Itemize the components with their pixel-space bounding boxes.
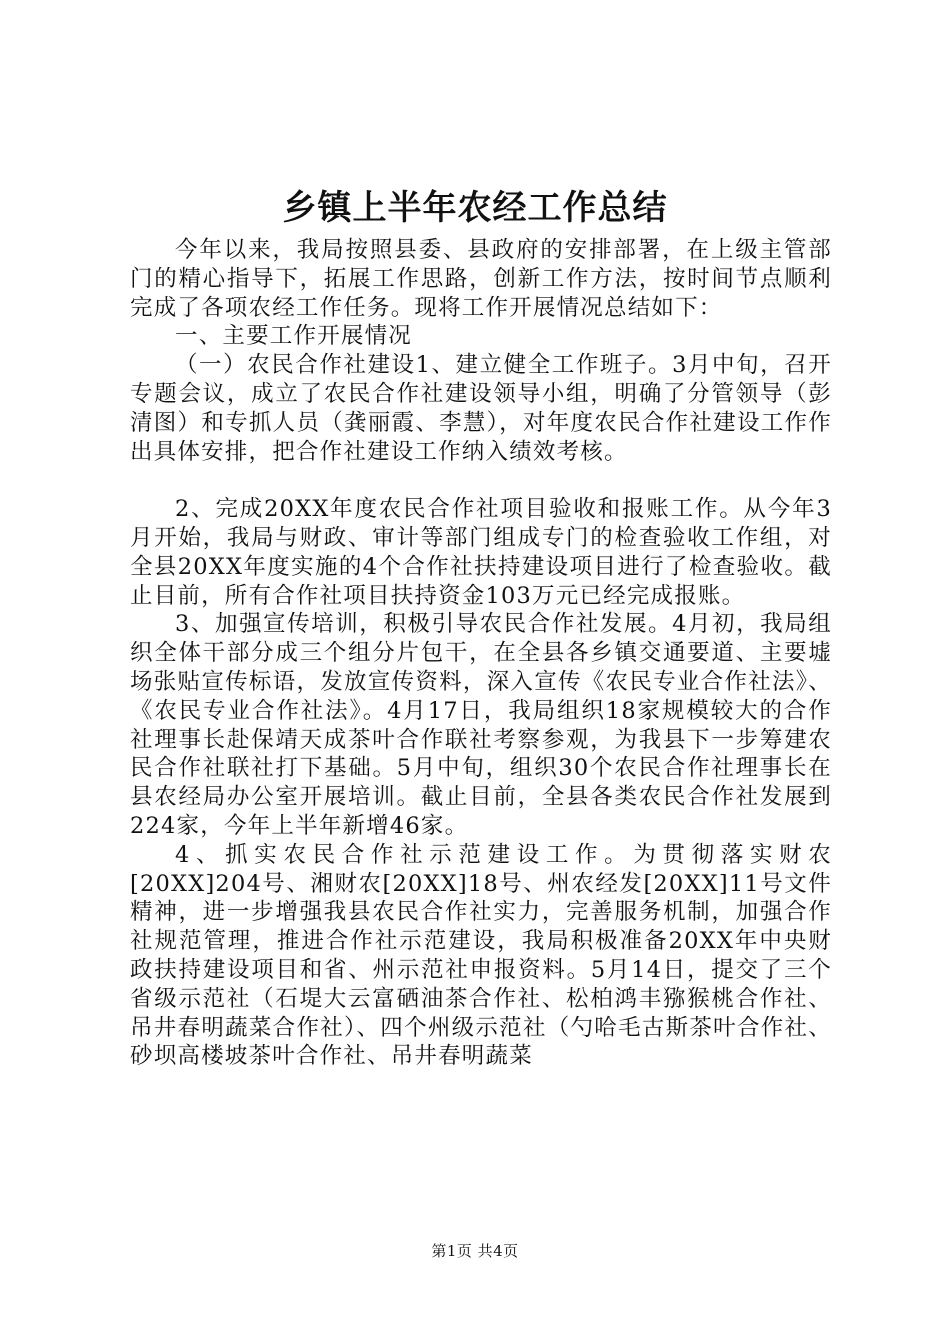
document-body: [130, 236, 832, 1071]
page-number-footer: 第1页 共4页: [431, 1242, 519, 1260]
paragraph-intro: 今年以来，我局按照县委、县政府的安排部署，在上级主管部门的精心指导下，拓展工作思路，创新工作方法，按时间节点顺利完成了各项农经工作任务。现将工作开展情况总结如下：: [130, 237, 832, 321]
document-title: 乡镇上半年农经工作总结: [282, 188, 668, 228]
paragraph-item-4: 4、抓实农民合作社示范建设工作。为贯彻落实财农[20XX]204号、湘财农[20XX]18号、州农经发[20XX]11号文件精神，进一步增强我县农民合作社实力，完善服务机制，加强合作社规范管理，推进合作社示范建设，我局积极准备20XX年中央财政扶持建设项目和省、州示范社申报资料。5月14日，提交了三个省级示范社（石堤大云富硒油茶合作社、松柏鸿丰猕猴桃合作社、吊井春明蔬菜合作社）、四个州级示范社（勺哈毛古斯茶叶合作社、砂坝高楼坡茶叶合作社、吊井春明蔬菜: [130, 841, 832, 1070]
section-heading: 一、主要工作开展情况: [175, 323, 413, 350]
paragraph-item-3: 3、加强宣传培训，积极引导农民合作社发展。4月初，我局组织全体干部分成三个组分片包干，在全县各乡镇交通要道、主要墟场张贴宣传标语，发放宣传资料，深入宣传《农民专业合作社法》、《农民专业合作社法》。4月17日，我局组织18家规模较大的合作社理事长赴保靖天成茶叶合作联社考察参观，为我县下一步筹建农民合作社联社打下基础。5月中旬，组织30个农民合作社理事长在县农经局办公室开展培训。截止目前，全县各类农民合作社发展到224家，今年上半年新增46家。: [130, 611, 832, 839]
paragraph-item-2: 2、完成20XX年度农民合作社项目验收和报账工作。从今年3月开始，我局与财政、审计等部门组成专门的检查验收工作组，对全县20XX年度实施的4个合作社扶持建设项目进行了检查验收。截止目前，所有合作社项目扶持资金103万元已经完成报账。: [130, 496, 832, 609]
paragraph-item-1: （一）农民合作社建设1、建立健全工作班子。3月中旬，召开专题会议，成立了农民合作社建设领导小组，明确了分管领导（彭清图）和专抓人员（龚丽霞、李慧），对年度农民合作社建设工作作出具体安排，把合作社建设工作纳入绩效考核。: [130, 352, 832, 465]
